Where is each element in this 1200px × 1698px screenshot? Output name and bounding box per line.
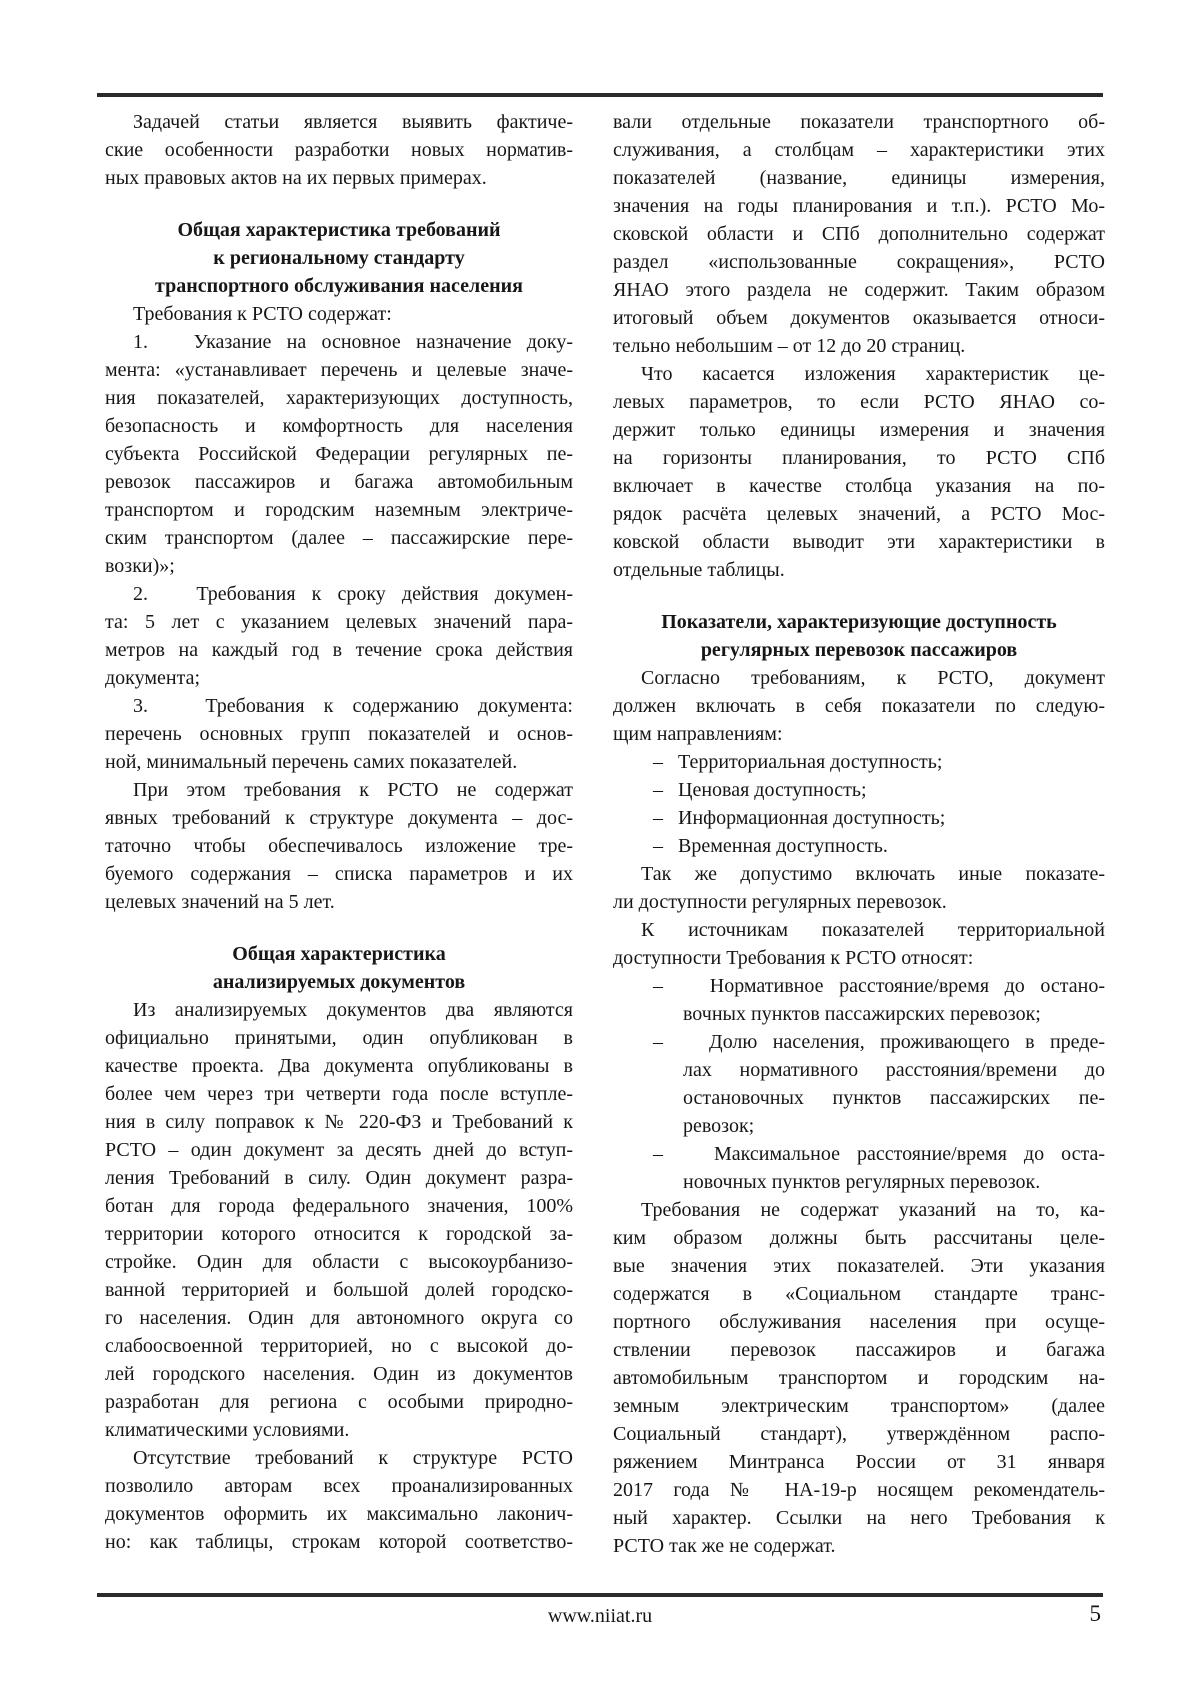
- text-line: держит только единицы измерения и значения: [613, 419, 1105, 441]
- paragraph: [105, 996, 573, 1444]
- heading-line: Общая характеристика требований: [177, 219, 501, 241]
- text-line: территории которого относится к городской за-: [105, 1223, 573, 1245]
- text-line: – Долю населения, проживающего в преде-: [653, 1031, 1105, 1053]
- text-line: показателей (название, единицы измерения,: [613, 167, 1105, 189]
- text-line: отдельные таблицы.: [613, 559, 785, 581]
- text-line: Отсутствие требований к структуре РСТО: [133, 1447, 573, 1469]
- text-line: Требования к РСТО содержат:: [133, 303, 392, 325]
- text-line: метров на каждый год в течение срока действия: [105, 639, 573, 661]
- text-line: разработан для региона с особыми природно-: [105, 1391, 573, 1413]
- text-line: значения на годы планирования и т.п.). РСТО Мо-: [613, 195, 1105, 217]
- text-line: портного обслуживания населения при осуще-: [613, 1311, 1105, 1333]
- footer-page-number: 5: [1089, 1601, 1101, 1626]
- section-heading: [613, 608, 1105, 664]
- text-line: документов оформить их максимально лаконич-: [105, 1503, 573, 1525]
- text-line: автомобильным транспортом и городским на-: [613, 1367, 1105, 1389]
- section-heading: [105, 216, 573, 300]
- text-line: ных правовых актов на их первых примерах.: [105, 167, 487, 189]
- text-line: перечень основных групп показателей и основ-: [105, 723, 573, 745]
- text-line: ским транспортом (далее – пассажирские пере-: [105, 527, 573, 549]
- text-line: – Максимальное расстояние/время до оста-: [653, 1143, 1105, 1165]
- text-line: буемого содержания – списка параметров и их: [105, 863, 573, 885]
- paragraph: [613, 108, 1105, 360]
- text-line: 3. Требования к содержанию документа:: [133, 695, 573, 717]
- text-line: качестве проекта. Два документа опубликованы в: [105, 1055, 573, 1077]
- text-line: раздел «использованные сокращения», РСТО: [613, 251, 1105, 273]
- text-line: 1. Указание на основное назначение доку-: [133, 331, 573, 353]
- paragraph: [105, 108, 573, 192]
- text-line: ванной территорией и большой долей городско-: [105, 1279, 573, 1301]
- text-line: 2. Требования к сроку действия докумен-: [133, 583, 573, 605]
- paragraph: [105, 328, 573, 580]
- text-line: – Нормативное расстояние/время до остано-: [653, 975, 1105, 997]
- text-line: новочных пунктов регулярных перевозок.: [683, 1171, 1041, 1193]
- text-line: При этом требования к РСТО не содержат: [133, 779, 573, 801]
- paragraph: [105, 692, 573, 776]
- text-line: Согласно требованиям, к РСТО, документ: [641, 667, 1105, 689]
- text-line: официально принятыми, один опубликован в: [105, 1027, 573, 1049]
- heading-line: Показатели, характеризующие доступность: [661, 611, 1057, 633]
- text-line: слабоосвоенной территорией, но с высокой до-: [105, 1335, 573, 1357]
- text-line: вочных пунктов пассажирских перевозок;: [683, 1003, 1041, 1025]
- text-line: Требования не содержат указаний на то, ка-: [641, 1199, 1105, 1221]
- header-rule: [97, 93, 1103, 97]
- text-line: включает в качестве столбца указания на по-: [613, 475, 1105, 497]
- footer-rule: [97, 1593, 1103, 1597]
- text-line: служивания, а столбцам – характеристики этих: [613, 139, 1105, 161]
- text-line: земным электрическим транспортом» (далее: [613, 1395, 1105, 1417]
- text-line: та: 5 лет с указанием целевых значений пара-: [105, 611, 573, 633]
- text-line: вали отдельные показатели транспортного об-: [613, 111, 1105, 133]
- paragraph: [613, 916, 1105, 972]
- text-line: на горизонты планирования, то РСТО СПб: [613, 447, 1105, 469]
- text-line: стройке. Один для области с высокоурбанизо-: [105, 1251, 573, 1273]
- text-line: Социальный стандарт), утверждённом распо-: [613, 1423, 1105, 1445]
- text-line: ские особенности разработки новых норматив-: [105, 139, 573, 161]
- section-heading: [105, 940, 573, 996]
- paragraph: [613, 748, 1105, 860]
- text-line: остановочных пунктов пассажирских пе-: [683, 1087, 1105, 1109]
- heading-line: Общая характеристика: [232, 943, 446, 965]
- text-line: мента: «устанавливает перечень и целевые значе-: [105, 359, 573, 381]
- paragraph: [105, 300, 573, 328]
- text-line: таточно чтобы обеспечивалось изложение тре-: [105, 835, 573, 857]
- text-line: должен включать в себя показатели по следую-: [613, 695, 1105, 717]
- paragraph: [105, 580, 573, 692]
- text-line: щим направлениям:: [613, 723, 783, 745]
- text-line: тельно небольшим – от 12 до 20 страниц.: [613, 335, 966, 357]
- text-line: – Информационная доступность;: [653, 807, 946, 829]
- paragraph: [613, 860, 1105, 916]
- text-line: – Временная доступность.: [653, 835, 888, 857]
- text-line: позволило авторам всех проанализированных: [105, 1475, 573, 1497]
- text-line: рядок расчёта целевых значений, а РСТО Мос-: [613, 503, 1105, 525]
- text-line: РСТО так же не содержат.: [613, 1535, 836, 1557]
- text-line: безопасность и комфортность для населения: [105, 415, 573, 437]
- text-line: климатическими условиями.: [105, 1419, 350, 1441]
- text-line: ким образом должны быть рассчитаны целе-: [613, 1227, 1105, 1249]
- text-line: документа;: [105, 667, 200, 689]
- text-line: ния в силу поправок к № 220-ФЗ и Требований к: [105, 1111, 573, 1133]
- text-line: лей городского населения. Один из документов: [105, 1363, 573, 1385]
- text-line: сковской области и СПб дополнительно содержат: [613, 223, 1105, 245]
- paragraph: [613, 664, 1105, 748]
- heading-line: к региональному стандарту: [213, 247, 465, 269]
- heading-line: транспортного обслуживания населения: [155, 275, 523, 297]
- text-line: ный характер. Ссылки на него Требования к: [613, 1507, 1105, 1529]
- heading-line: анализируемых документов: [212, 971, 466, 993]
- paragraph: [105, 776, 573, 916]
- text-line: ряжением Минтранса России от 31 января: [613, 1451, 1105, 1473]
- text-line: вые значения этих показателей. Эти указания: [613, 1255, 1105, 1277]
- paragraph: [613, 972, 1105, 1196]
- text-line: – Ценовая доступность;: [653, 779, 867, 801]
- paragraph: [613, 1196, 1105, 1560]
- text-line: ботан для города федерального значения, 100%: [105, 1195, 573, 1217]
- text-line: левых параметров, то если РСТО ЯНАО со-: [613, 391, 1105, 413]
- text-line: Из анализируемых документов два являются: [133, 999, 573, 1021]
- text-line: целевых значений на 5 лет.: [105, 891, 335, 913]
- right-column: [613, 108, 1105, 1560]
- text-line: ствлении перевозок пассажиров и багажа: [613, 1339, 1105, 1361]
- text-line: доступности Требования к РСТО относят:: [613, 947, 974, 969]
- text-line: ревозок пассажиров и багажа автомобильным: [105, 471, 573, 493]
- text-line: явных требований к структуре документа – дос-: [105, 807, 573, 829]
- text-line: транспортом и городским наземным электриче-: [105, 499, 573, 521]
- text-line: итоговый объем документов оказывается относи-: [613, 307, 1105, 329]
- footer-site-url: www.niiat.ru: [547, 1605, 653, 1627]
- text-line: ления Требований в силу. Один документ разра-: [105, 1167, 573, 1189]
- heading-line: регулярных перевозок пассажиров: [700, 639, 1018, 661]
- text-line: субъекта Российской Федерации регулярных пе-: [105, 443, 573, 465]
- paragraph: [105, 1444, 573, 1556]
- text-line: – Территориальная доступность;: [653, 751, 943, 773]
- text-line: возки)»;: [105, 555, 175, 577]
- text-line: го населения. Один для автономного округа со: [105, 1307, 573, 1329]
- left-column: [105, 108, 573, 1556]
- text-line: лах нормативного расстояния/времени до: [683, 1059, 1105, 1081]
- text-line: ной, минимальный перечень самих показателей.: [105, 751, 518, 773]
- text-line: ревозок;: [683, 1115, 755, 1137]
- text-line: ковской области выводит эти характеристики в: [613, 531, 1105, 553]
- text-line: Что касается изложения характеристик це-: [641, 363, 1105, 385]
- text-line: К источникам показателей территориальной: [641, 919, 1105, 941]
- paragraph: [613, 360, 1105, 584]
- text-line: ли доступности регулярных перевозок.: [613, 891, 947, 913]
- text-line: более чем через три четверти года после вступле-: [105, 1083, 573, 1105]
- text-line: Задачей статьи является выявить фактиче-: [133, 111, 573, 133]
- text-line: 2017 года № НА-19-р носящем рекомендатель-: [613, 1479, 1105, 1501]
- text-line: Так же допустимо включать иные показате-: [641, 863, 1105, 885]
- footer: [97, 1600, 1103, 1632]
- text-line: но: как таблицы, строкам которой соответство-: [105, 1531, 573, 1553]
- text-line: РСТО – один документ за десять дней до вступ-: [105, 1139, 573, 1161]
- text-line: ния показателей, характеризующих доступность,: [105, 387, 573, 409]
- text-line: ЯНАО этого раздела не содержит. Таким образом: [613, 279, 1105, 301]
- text-line: содержатся в «Социальном стандарте транс-: [613, 1283, 1105, 1305]
